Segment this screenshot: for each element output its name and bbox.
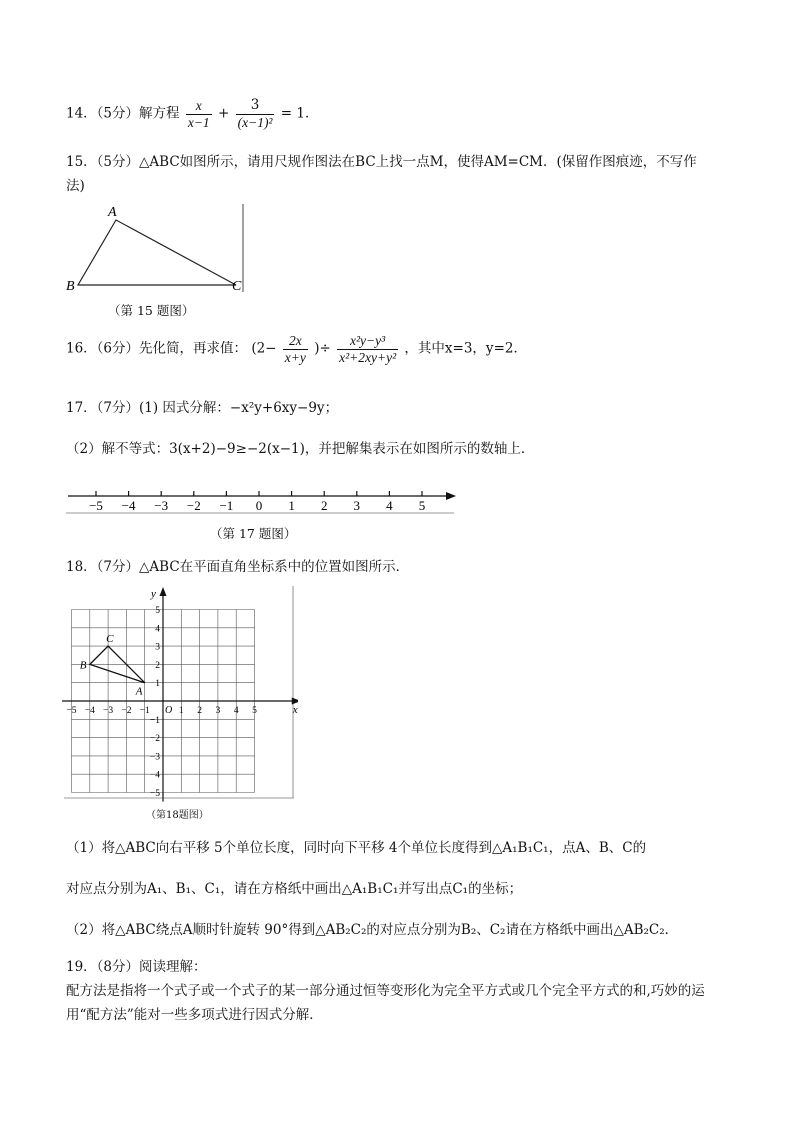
q15-triangle	[78, 220, 236, 285]
q18-part1-line-2: 对应点分别为A₁、B₁、C₁，请在方格纸中画出△A₁B₁C₁并写出点C₁的坐标；	[66, 881, 523, 897]
q18-x-tick-label: −2	[121, 706, 132, 716]
q17-tick-label: 5	[418, 498, 426, 513]
q18-y-tick-label: −4	[149, 770, 160, 781]
q15-line-1: 15．（5分）△ABC如图所示，请用尺规作图法在BC上找一点M，使得AM=CM．(保留作图痕迹，不写作	[66, 154, 697, 170]
q14-frac2-denominator: (x−1)²	[237, 114, 273, 130]
q18-y-tick-label: −5	[149, 789, 160, 799]
q16-fraction-2	[337, 333, 398, 365]
q18-origin-label: O	[165, 705, 173, 716]
q18-y-tick-label: 1	[155, 679, 160, 690]
q18-y-axis-arrow	[160, 587, 167, 596]
q17-caption: （第 17 题图）	[210, 526, 297, 541]
q18-x-axis-label: x	[292, 704, 298, 716]
q16-frac2-numerator: x²y−y³	[337, 333, 398, 350]
q17-tick-label: −4	[121, 498, 136, 513]
q18-line-1: 18．（7分）△ABC在平面直角坐标系中的位置如图所示．	[66, 559, 410, 575]
q17-tick-label: 2	[320, 498, 328, 513]
q18-coordinate-grid	[62, 584, 298, 802]
q17-tick-label: 1	[288, 498, 295, 513]
q16-fraction-1	[283, 333, 308, 365]
q18-x-tick-label: 1	[178, 706, 184, 716]
q17-tick-label: 0	[255, 498, 263, 513]
q14-prefix: 14．（5分）解方程	[66, 105, 180, 122]
q16-frac1-numerator: 2x	[283, 333, 308, 350]
q15-line-2: 法)	[66, 178, 85, 194]
q18-y-tick-label: 3	[155, 642, 160, 653]
q18-vertex-label-c: C	[106, 633, 114, 646]
q15-caption: （第 15 题图）	[108, 303, 195, 318]
q19-line-3: 用“配方法”能对一些多项式进行因式分解．	[66, 1007, 323, 1023]
q14-frac1-denominator: x−1	[187, 114, 210, 130]
q17-line-1: 17．（7分）(1) 因式分解：−x²y+6xy−9y；	[66, 400, 339, 416]
q18-x-tick-label: 3	[215, 706, 221, 716]
q14-rhs: = 1．	[280, 105, 319, 122]
q18-y-tick-label: 2	[155, 660, 160, 671]
q17-tick-label: −2	[186, 498, 201, 513]
q16-expr-close: )÷	[314, 340, 331, 357]
q18-x-tick-label: −1	[139, 706, 150, 716]
q16-suffix: ，其中x=3，y=2．	[404, 340, 527, 357]
q14-fraction-2	[236, 98, 275, 130]
q14-line	[66, 98, 318, 130]
q18-caption: （第18题图）	[146, 810, 209, 821]
q19-line-2: 配方法是指将一个式子或一个式子的某一部分通过恒等变形化为完全平方式或几个完全平方式的和,巧妙的运	[66, 983, 705, 999]
q17-tick-label: 3	[353, 498, 361, 513]
q17-line-2: （2）解不等式：3(x+2)−9≥−2(x−1)，并把解集表示在如图所示的数轴上．	[66, 441, 535, 457]
q14-fraction-1	[186, 98, 212, 130]
q17-tick-label: −3	[154, 498, 169, 513]
q18-x-tick-label: −5	[66, 706, 77, 716]
q14-frac1-numerator: x	[186, 98, 212, 115]
q18-x-tick-label: −3	[103, 706, 114, 716]
q17-number-line	[66, 484, 460, 516]
q16-prefix: 16．（6分）先化简，再求值：	[66, 340, 248, 357]
q17-tick-label: 4	[386, 498, 393, 513]
q18-y-tick-label: −2	[149, 734, 160, 745]
q15-label-b: B	[66, 279, 75, 294]
q18-y-tick-label: −1	[149, 715, 160, 726]
q18-y-tick-label: 4	[155, 624, 160, 635]
q16-frac2-denominator: x²+2xy+y²	[339, 349, 397, 365]
q18-vertex-label-a: A	[135, 685, 143, 698]
q15-triangle-figure	[62, 200, 252, 298]
q18-y-tick-label: 5	[155, 606, 160, 616]
q18-y-tick-label: −3	[149, 752, 160, 763]
q16-expr-open: (2−	[251, 340, 277, 357]
q16-frac1-denominator: x+y	[284, 349, 306, 365]
q18-axes	[62, 587, 298, 802]
q17-tick-group	[89, 491, 425, 513]
q14-plus: +	[217, 105, 230, 122]
q16-line	[66, 333, 527, 365]
q18-x-tick-label: 5	[252, 706, 257, 716]
q14-frac2-numerator: 3	[236, 98, 275, 115]
q15-label-c: C	[232, 279, 242, 294]
q18-x-tick-label: 4	[233, 706, 239, 716]
q19-line-1: 19．（8分）阅读理解：	[66, 959, 207, 975]
q17-tick-label: −1	[219, 498, 234, 513]
q18-part2: （2）将△ABC绕点A顺时针旋转 90°得到△AB₂C₂的对应点分别为B₂、C₂请在方格纸中画出△AB₂C₂．	[66, 922, 679, 938]
q18-x-tick-label: −4	[84, 706, 95, 716]
q17-axis-arrow	[446, 492, 456, 500]
q18-y-axis-label: y	[151, 588, 156, 601]
q18-part1-line-1: （1）将△ABC向右平移 5个单位长度，同时向下平移 4个单位长度得到△A₁B₁C₁，点A、B、C的	[66, 840, 647, 856]
q18-tick-labels	[66, 606, 257, 799]
q18-vertex-label-b: B	[79, 659, 87, 672]
q15-label-a: A	[108, 205, 117, 220]
q17-tick-label: −5	[89, 498, 103, 513]
q18-x-tick-label: 2	[197, 706, 202, 716]
